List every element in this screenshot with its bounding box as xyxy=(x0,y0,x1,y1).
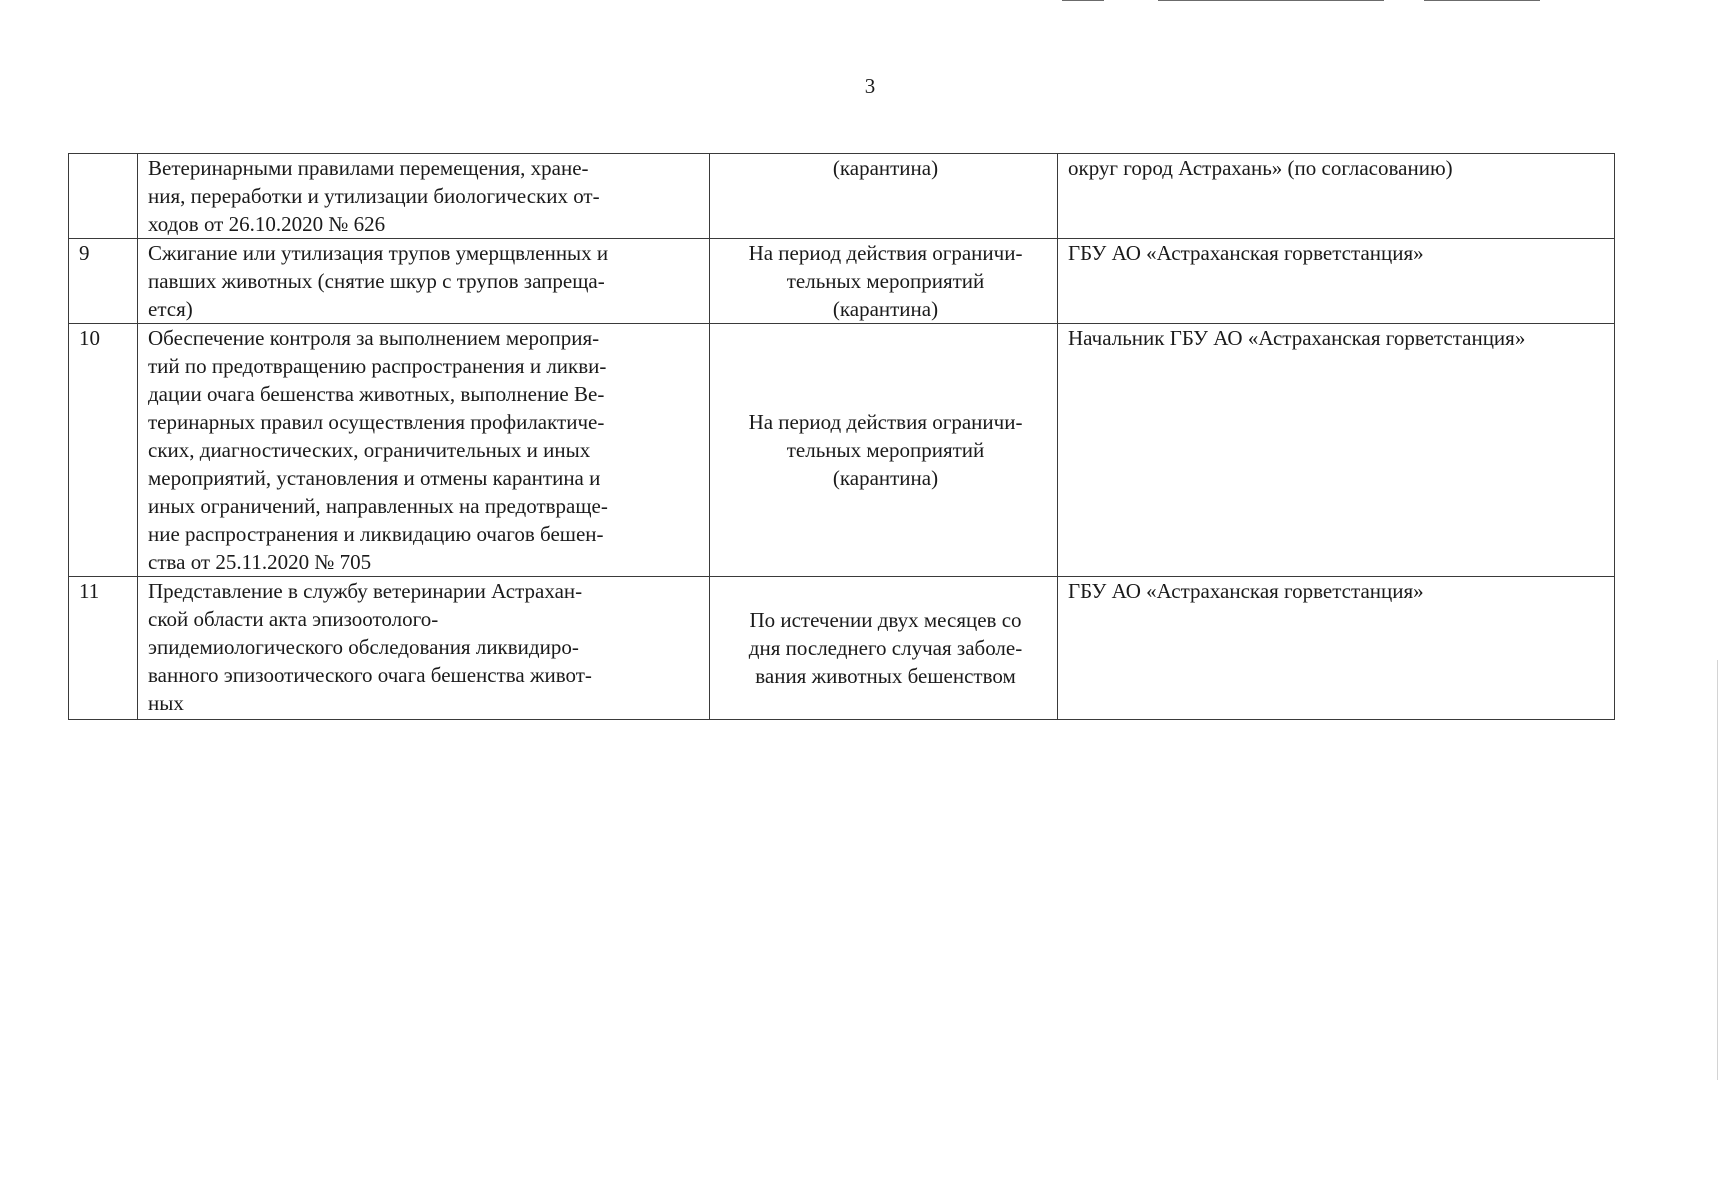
description-line: ние распространения и ликвидацию очагов бешен- xyxy=(148,522,604,546)
description-line: эпидемиологического обследования ликвидиро- xyxy=(148,635,579,659)
term-line: дня последнего случая заболе- xyxy=(748,636,1023,660)
term-line: тельных мероприятий xyxy=(786,269,985,293)
term-line: (карантина) xyxy=(832,297,939,321)
description-line: Представление в службу ветеринарии Астрахан- xyxy=(148,579,583,603)
measure-description xyxy=(138,154,710,239)
responsible-line: округ город Астрахань» (по согласованию) xyxy=(1068,156,1453,180)
row-number xyxy=(69,154,138,239)
term-line: На период действия ограничи- xyxy=(748,410,1023,434)
measure-term xyxy=(710,577,1058,720)
description-line: Сжигание или утилизация трупов умерщвленных и xyxy=(148,241,609,265)
description-line: ства от 25.11.2020 № 705 xyxy=(148,550,372,574)
responsible-line: Начальник ГБУ АО «Астраханская горветстанция» xyxy=(1068,326,1526,350)
description-line: тий по предотвращению распространения и ликви- xyxy=(148,354,607,378)
description-line: теринарных правил осуществления профилактиче- xyxy=(148,410,605,434)
responsible-line: ГБУ АО «Астраханская горветстанция» xyxy=(1068,241,1424,265)
measure-responsible xyxy=(1058,239,1615,324)
description-line: ных xyxy=(148,691,184,715)
term-line: На период действия ограничи- xyxy=(748,241,1023,265)
description-line: ется) xyxy=(148,297,193,321)
scan-edge xyxy=(1717,660,1718,1080)
measure-term xyxy=(710,154,1058,239)
measure-term xyxy=(710,239,1058,324)
description-line: ских, диагностических, ограничительных и иных xyxy=(148,438,591,462)
description-line: Ветеринарными правилами перемещения, хране- xyxy=(148,156,589,180)
table-row xyxy=(69,324,1615,577)
row-number: 11 xyxy=(69,577,138,720)
description-line: ходов от 26.10.2020 № 626 xyxy=(148,212,386,236)
page-number: 3 xyxy=(864,74,876,98)
measure-description xyxy=(138,324,710,577)
description-line: Обеспечение контроля за выполнением мероприя- xyxy=(148,326,600,350)
table-row xyxy=(69,154,1615,239)
responsible-line: ГБУ АО «Астраханская горветстанция» xyxy=(1068,579,1424,603)
description-line: дации очага бешенства животных, выполнение Ве- xyxy=(148,382,605,406)
measures-table xyxy=(68,153,1615,720)
scan-artifact xyxy=(1424,0,1540,1)
description-line: павших животных (снятие шкур с трупов запреща- xyxy=(148,269,605,293)
description-line: ской области акта эпизоотолого- xyxy=(148,607,439,631)
table-row xyxy=(69,239,1615,324)
measure-responsible xyxy=(1058,154,1615,239)
description-line: ния, переработки и утилизации биологических от- xyxy=(148,184,600,208)
measure-term xyxy=(710,324,1058,577)
description-line: иных ограничений, направленных на предотвраще- xyxy=(148,494,608,518)
table-row xyxy=(69,577,1615,720)
measure-responsible xyxy=(1058,577,1615,720)
measure-description xyxy=(138,239,710,324)
scan-artifact xyxy=(1062,0,1104,1)
term-line: (карантина) xyxy=(832,156,939,180)
term-line: По истечении двух месяцев со xyxy=(749,608,1022,632)
description-line: мероприятий, установления и отмены карантина и xyxy=(148,466,601,490)
row-number: 9 xyxy=(69,239,138,324)
term-line: (карантина) xyxy=(832,466,939,490)
row-number: 10 xyxy=(69,324,138,577)
scan-artifact xyxy=(1158,0,1384,1)
term-line: вания животных бешенством xyxy=(755,664,1016,688)
measure-responsible xyxy=(1058,324,1615,577)
measure-description xyxy=(138,577,710,720)
term-line: тельных мероприятий xyxy=(786,438,985,462)
description-line: ванного эпизоотического очага бешенства живот- xyxy=(148,663,592,687)
